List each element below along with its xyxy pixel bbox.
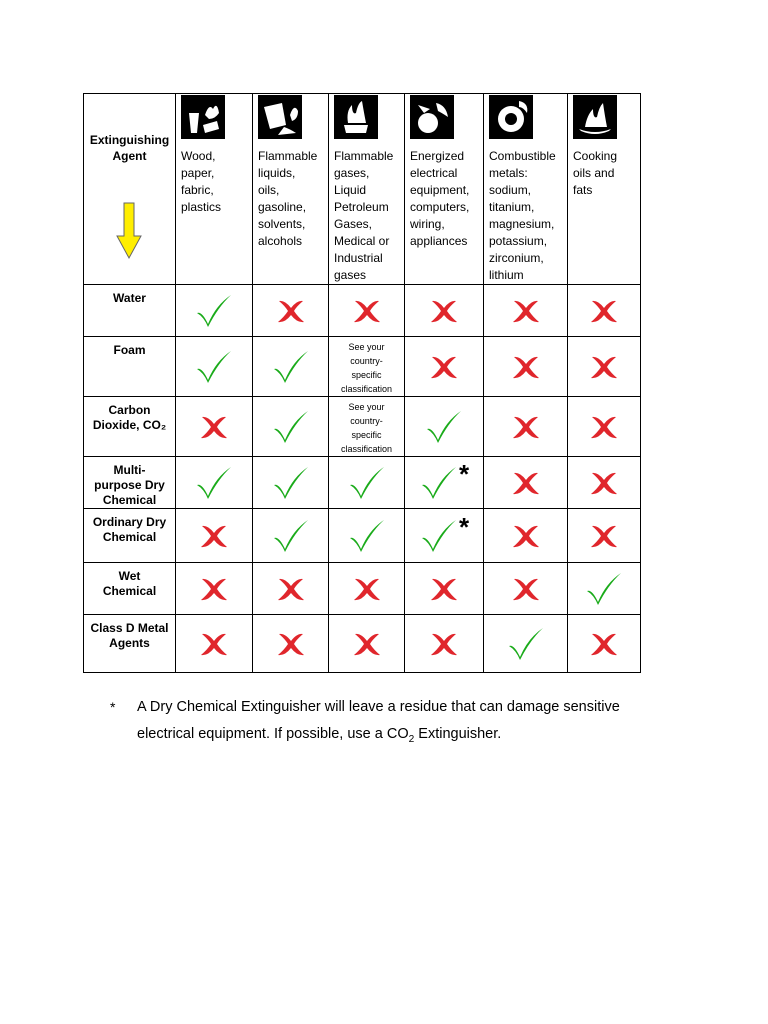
checkmark-icon bbox=[347, 516, 387, 556]
agent-name-cell: Class D Metal Agents bbox=[84, 615, 176, 673]
checkmark-icon bbox=[271, 407, 311, 447]
cooking-oils-icon bbox=[573, 95, 617, 139]
compatibility-cell bbox=[329, 397, 405, 457]
cross-icon bbox=[588, 413, 620, 441]
compatibility-cell bbox=[176, 397, 253, 457]
compatibility-cell bbox=[176, 337, 253, 397]
compatibility-cell bbox=[568, 615, 641, 673]
cross-icon bbox=[510, 469, 542, 497]
cross-icon bbox=[428, 630, 460, 658]
header-row bbox=[84, 94, 641, 285]
compatibility-cell bbox=[568, 457, 641, 509]
compatibility-cell bbox=[329, 337, 405, 397]
compatibility-cell bbox=[253, 337, 329, 397]
agent-row bbox=[84, 509, 641, 563]
combustible-metals-icon bbox=[489, 95, 533, 139]
fire-class-header-2 bbox=[253, 94, 329, 285]
compatibility-cell bbox=[176, 457, 253, 509]
checkmark-icon bbox=[194, 291, 234, 331]
fire-class-description: Wood, paper, fabric, plastics bbox=[181, 149, 222, 214]
down-arrow-icon bbox=[116, 202, 142, 260]
fire-class-description: Cooking oils and fats bbox=[573, 149, 618, 197]
footnote-line-2-end: Extinguisher. bbox=[414, 726, 502, 742]
compatibility-cell bbox=[253, 615, 329, 673]
compatibility-cell bbox=[176, 615, 253, 673]
compatibility-cell bbox=[405, 397, 484, 457]
cross-icon bbox=[510, 522, 542, 550]
fire-class-header-4 bbox=[405, 94, 484, 285]
agent-name-cell: Wet Chemical bbox=[84, 563, 176, 615]
fire-class-description: Flammable gases, Liquid Petroleum Gases, Medical or Industrial gases bbox=[334, 149, 394, 282]
checkmark-icon bbox=[584, 569, 624, 609]
compatibility-cell bbox=[329, 509, 405, 563]
compatibility-cell bbox=[253, 397, 329, 457]
agent-name-cell: Carbon Dioxide, CO₂ bbox=[84, 397, 176, 457]
cross-icon bbox=[198, 413, 230, 441]
compatibility-cell bbox=[484, 397, 568, 457]
agent-row bbox=[84, 285, 641, 337]
compatibility-cell bbox=[484, 615, 568, 673]
footnote-line-1: A Dry Chemical Extinguisher will leave a residue that can damage sensitive bbox=[137, 699, 620, 715]
agent-header-cell bbox=[84, 94, 176, 285]
compatibility-cell bbox=[405, 285, 484, 337]
footnote-line-2-start: electrical equipment. If possible, use a CO bbox=[137, 726, 409, 742]
fire-class-description: Energized electrical equipment, computers, wiring, appliances bbox=[410, 149, 470, 248]
compatibility-cell bbox=[253, 285, 329, 337]
compatibility-cell bbox=[568, 509, 641, 563]
agent-row bbox=[84, 563, 641, 615]
cross-icon bbox=[275, 630, 307, 658]
compatibility-cell bbox=[484, 563, 568, 615]
compatibility-cell bbox=[568, 285, 641, 337]
cross-icon bbox=[510, 413, 542, 441]
agent-name-cell: Water bbox=[84, 285, 176, 337]
checkmark-icon bbox=[271, 516, 311, 556]
checkmark-icon bbox=[506, 624, 546, 664]
cross-icon bbox=[588, 353, 620, 381]
checkmark-icon bbox=[194, 463, 234, 503]
compatibility-cell bbox=[176, 285, 253, 337]
flammable-liquids-icon bbox=[258, 95, 302, 139]
residue-asterisk: * bbox=[458, 511, 470, 542]
ordinary-combustibles-icon bbox=[181, 95, 225, 139]
compatibility-cell bbox=[484, 337, 568, 397]
agent-row bbox=[84, 615, 641, 673]
agent-row bbox=[84, 457, 641, 509]
cross-icon bbox=[588, 522, 620, 550]
cross-icon bbox=[588, 469, 620, 497]
checkmark-icon bbox=[419, 516, 459, 556]
cross-icon bbox=[275, 297, 307, 325]
compatibility-cell bbox=[329, 615, 405, 673]
fire-class-header-5 bbox=[484, 94, 568, 285]
compatibility-cell bbox=[329, 457, 405, 509]
compatibility-cell bbox=[176, 509, 253, 563]
footnote-asterisk: * bbox=[110, 699, 116, 715]
compatibility-cell bbox=[329, 285, 405, 337]
agent-row bbox=[84, 397, 641, 457]
cross-icon bbox=[198, 630, 230, 658]
residue-asterisk: * bbox=[458, 458, 470, 489]
compatibility-cell bbox=[253, 509, 329, 563]
compatibility-cell bbox=[484, 285, 568, 337]
compatibility-cell bbox=[253, 563, 329, 615]
see-classification-note: See your country- specific classification bbox=[340, 342, 393, 394]
compatibility-cell bbox=[568, 397, 641, 457]
compatibility-cell bbox=[405, 615, 484, 673]
fire-class-header-3 bbox=[329, 94, 405, 285]
compatibility-cell bbox=[484, 509, 568, 563]
cross-icon bbox=[351, 575, 383, 603]
agent-header-title: Extinguishing Agent bbox=[89, 133, 170, 163]
fire-class-description: Flammable liquids, oils, gasoline, solvents, alcohols bbox=[258, 149, 318, 248]
compatibility-cell bbox=[176, 563, 253, 615]
footnote-subscript: 2 bbox=[408, 733, 415, 745]
compatibility-cell bbox=[405, 337, 484, 397]
compatibility-cell bbox=[253, 457, 329, 509]
see-classification-note: See your country- specific classification bbox=[340, 402, 393, 454]
checkmark-icon bbox=[424, 407, 464, 447]
cross-icon bbox=[428, 575, 460, 603]
electrical-equipment-icon bbox=[410, 95, 454, 139]
extinguisher-table bbox=[83, 93, 641, 673]
cross-icon bbox=[198, 522, 230, 550]
agent-name-cell: Ordinary Dry Chemical bbox=[84, 509, 176, 563]
cross-icon bbox=[510, 297, 542, 325]
checkmark-icon bbox=[194, 347, 234, 387]
fire-class-description: Combustible metals: sodium, titanium, magnesium, potassium, zirconium, lithium bbox=[489, 149, 556, 282]
compatibility-cell bbox=[405, 457, 484, 509]
compatibility-cell bbox=[405, 509, 484, 563]
agent-row bbox=[84, 337, 641, 397]
cross-icon bbox=[198, 575, 230, 603]
fire-class-header-1 bbox=[176, 94, 253, 285]
cross-icon bbox=[275, 575, 307, 603]
cross-icon bbox=[510, 353, 542, 381]
cross-icon bbox=[351, 630, 383, 658]
cross-icon bbox=[351, 297, 383, 325]
cross-icon bbox=[588, 630, 620, 658]
cross-icon bbox=[588, 297, 620, 325]
cross-icon bbox=[428, 353, 460, 381]
cross-icon bbox=[510, 575, 542, 603]
compatibility-cell bbox=[568, 337, 641, 397]
checkmark-icon bbox=[271, 463, 311, 503]
checkmark-icon bbox=[419, 463, 459, 503]
checkmark-icon bbox=[347, 463, 387, 503]
agent-name-cell: Multi- purpose Dry Chemical bbox=[84, 457, 176, 509]
compatibility-cell bbox=[484, 457, 568, 509]
compatibility-cell bbox=[568, 563, 641, 615]
compatibility-cell bbox=[329, 563, 405, 615]
compatibility-cell bbox=[405, 563, 484, 615]
cross-icon bbox=[428, 297, 460, 325]
flammable-gases-icon bbox=[334, 95, 378, 139]
agent-name-cell: Foam bbox=[84, 337, 176, 397]
checkmark-icon bbox=[271, 347, 311, 387]
fire-class-header-6 bbox=[568, 94, 641, 285]
